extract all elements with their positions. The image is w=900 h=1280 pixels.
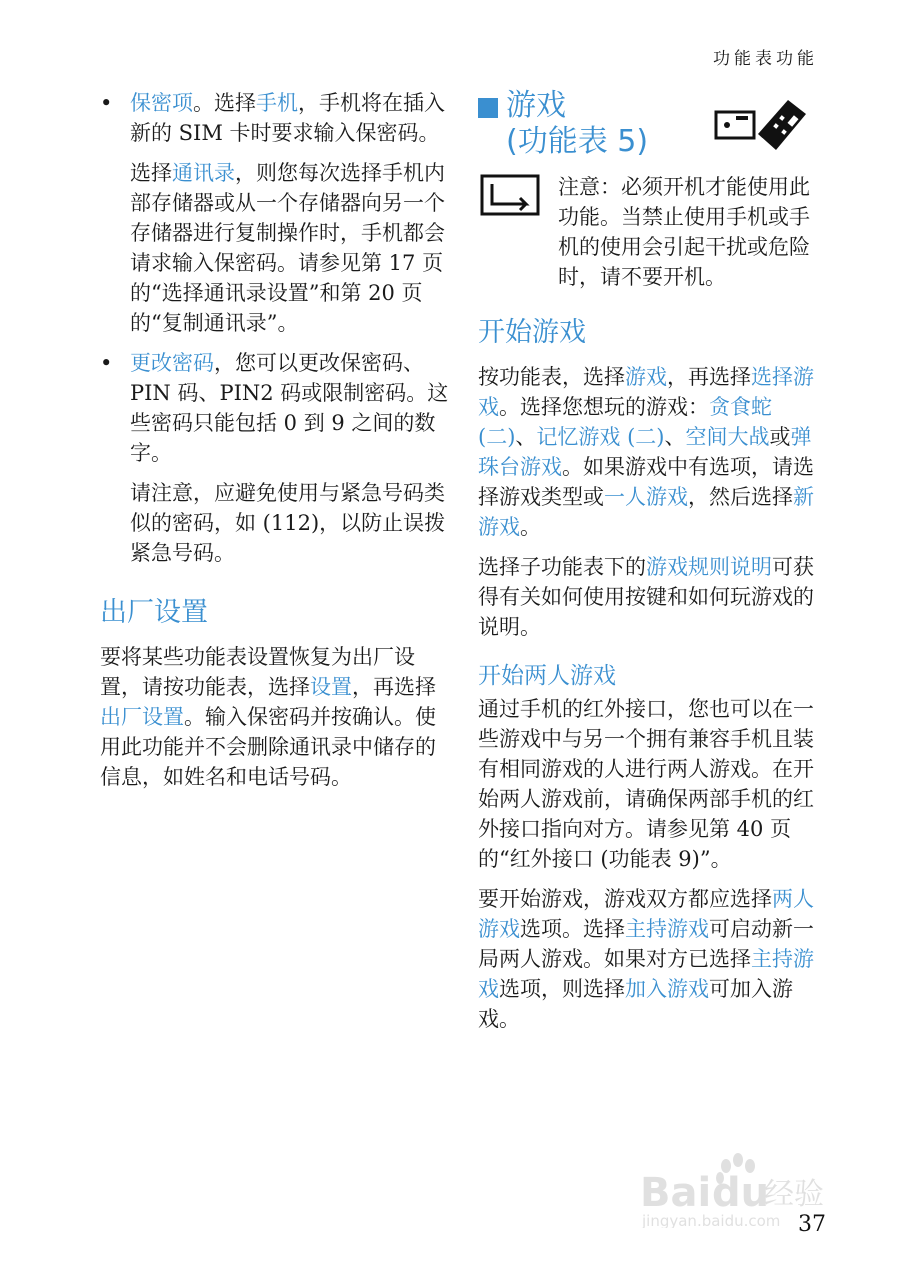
bullet-dot: • bbox=[100, 351, 113, 375]
link-two-player[interactable]: 两人游戏 bbox=[478, 887, 814, 941]
heading-games-menu: (功能表 5) bbox=[506, 124, 649, 159]
note-block bbox=[478, 172, 823, 292]
rules-paragraph: 选择子功能表下的游戏规则说明可获得有关如何使用按键和如何玩游戏的说明。 bbox=[478, 555, 814, 639]
link-select-game[interactable]: 选择游戏 bbox=[478, 365, 814, 419]
watermark-brand-du: du bbox=[712, 1170, 770, 1216]
link-games[interactable]: 游戏 bbox=[625, 365, 667, 389]
heading-games: 游戏 bbox=[506, 88, 566, 123]
two-player-paragraph-1: 通过手机的红外接口，您也可以在一些游戏中与另一个拥有兼容手机且装有相同游戏的人进行两人游戏。在开始两人游戏前，请确保两部手机的红外接口指向对方。请参见第 40 页的“红外接口 (功能表 9)”。 bbox=[478, 697, 814, 871]
bullet-security: • 保密项。选择手机，手机将在插入新的 SIM 卡时要求输入保密码。 bbox=[100, 88, 450, 148]
link-memory[interactable]: 记忆游戏 (二) bbox=[536, 425, 665, 449]
games-heading-block bbox=[478, 88, 823, 166]
right-column bbox=[478, 88, 823, 1044]
link-new-game[interactable]: 新游戏 bbox=[478, 485, 814, 539]
left-column bbox=[100, 88, 450, 802]
phone-infrared-icon bbox=[714, 94, 810, 156]
watermark-brand: Bai bbox=[640, 1170, 712, 1216]
note-paragraph: 注意：必须开机才能使用此功能。当禁止使用手机或手机的使用会引起干扰或危险时，请不要开机。 bbox=[558, 175, 810, 289]
change-code-note: 请注意，应避免使用与紧急号码类似的密码，如 (112)，以防止误拨紧急号码。 bbox=[130, 481, 446, 565]
link-pinball[interactable]: 弹珠台游戏 bbox=[478, 425, 812, 479]
link-change-code[interactable]: 更改密码 bbox=[130, 351, 214, 375]
watermark-cn: 经验 bbox=[764, 1177, 824, 1212]
heading-start-game: 开始游戏 bbox=[478, 317, 586, 348]
link-contacts[interactable]: 通讯录 bbox=[172, 161, 235, 185]
link-space-impact[interactable]: 空间大战 bbox=[685, 425, 770, 449]
security-paragraph-2: 选择通讯录，则您每次选择手机内部存储器或从一个存储器向另一个存储器进行复制操作时，手机都会请求输入保密码。请参见第 17 页的“选择通讯录设置”和第 20 页的“复制通讯录”。 bbox=[130, 161, 445, 335]
link-settings[interactable]: 设置 bbox=[310, 675, 352, 699]
bullet-dot: • bbox=[100, 91, 113, 115]
watermark-url: jingyan.baidu.com bbox=[642, 1212, 781, 1228]
link-factory-settings[interactable]: 出厂设置 bbox=[100, 705, 184, 729]
start-game-paragraph: 按功能表，选择游戏，再选择选择游戏。选择您想玩的游戏：贪食蛇 (二)、记忆游戏 (二)、空间大战或弹珠台游戏。如果游戏中有选项，请选择游戏类型或一人游戏，然后选择新游戏。 bbox=[478, 365, 814, 539]
heading-two-player: 开始两人游戏 bbox=[478, 663, 616, 689]
page-header: 功能表功能 bbox=[713, 49, 818, 69]
two-player-paragraph-2: 要开始游戏，游戏双方都应选择两人游戏选项。选择主持游戏可启动新一局两人游戏。如果对方已选择主持游戏选项，则选择加入游戏可加入游戏。 bbox=[478, 887, 814, 1031]
link-one-player[interactable]: 一人游戏 bbox=[604, 485, 688, 509]
link-snake[interactable]: 贪食蛇 (二) bbox=[478, 395, 772, 449]
link-phone[interactable]: 手机 bbox=[256, 91, 298, 115]
heading-factory-settings: 出厂设置 bbox=[100, 597, 208, 628]
heading-square-icon bbox=[478, 98, 498, 118]
link-game-rules[interactable]: 游戏规则说明 bbox=[646, 555, 772, 579]
link-host-game[interactable]: 主持游戏 bbox=[625, 917, 709, 941]
link-join-game[interactable]: 加入游戏 bbox=[625, 977, 709, 1001]
bullet-change-code: • 更改密码，您可以更改保密码、PIN 码、PIN2 码或限制密码。这些密码只能包括 0 到 9 之间的数字。 bbox=[100, 348, 450, 468]
factory-settings-paragraph: 要将某些功能表设置恢复为出厂设置，请按功能表，选择设置，再选择出厂设置。输入保密码并按确认。使用此功能并不会删除通讯录中储存的信息，如姓名和电话号码。 bbox=[100, 645, 436, 789]
note-hand-icon bbox=[480, 174, 542, 218]
link-security-item[interactable]: 保密项 bbox=[130, 91, 193, 115]
page-number: 37 bbox=[798, 1212, 826, 1237]
link-host-game-2[interactable]: 主持游戏 bbox=[478, 947, 814, 1001]
